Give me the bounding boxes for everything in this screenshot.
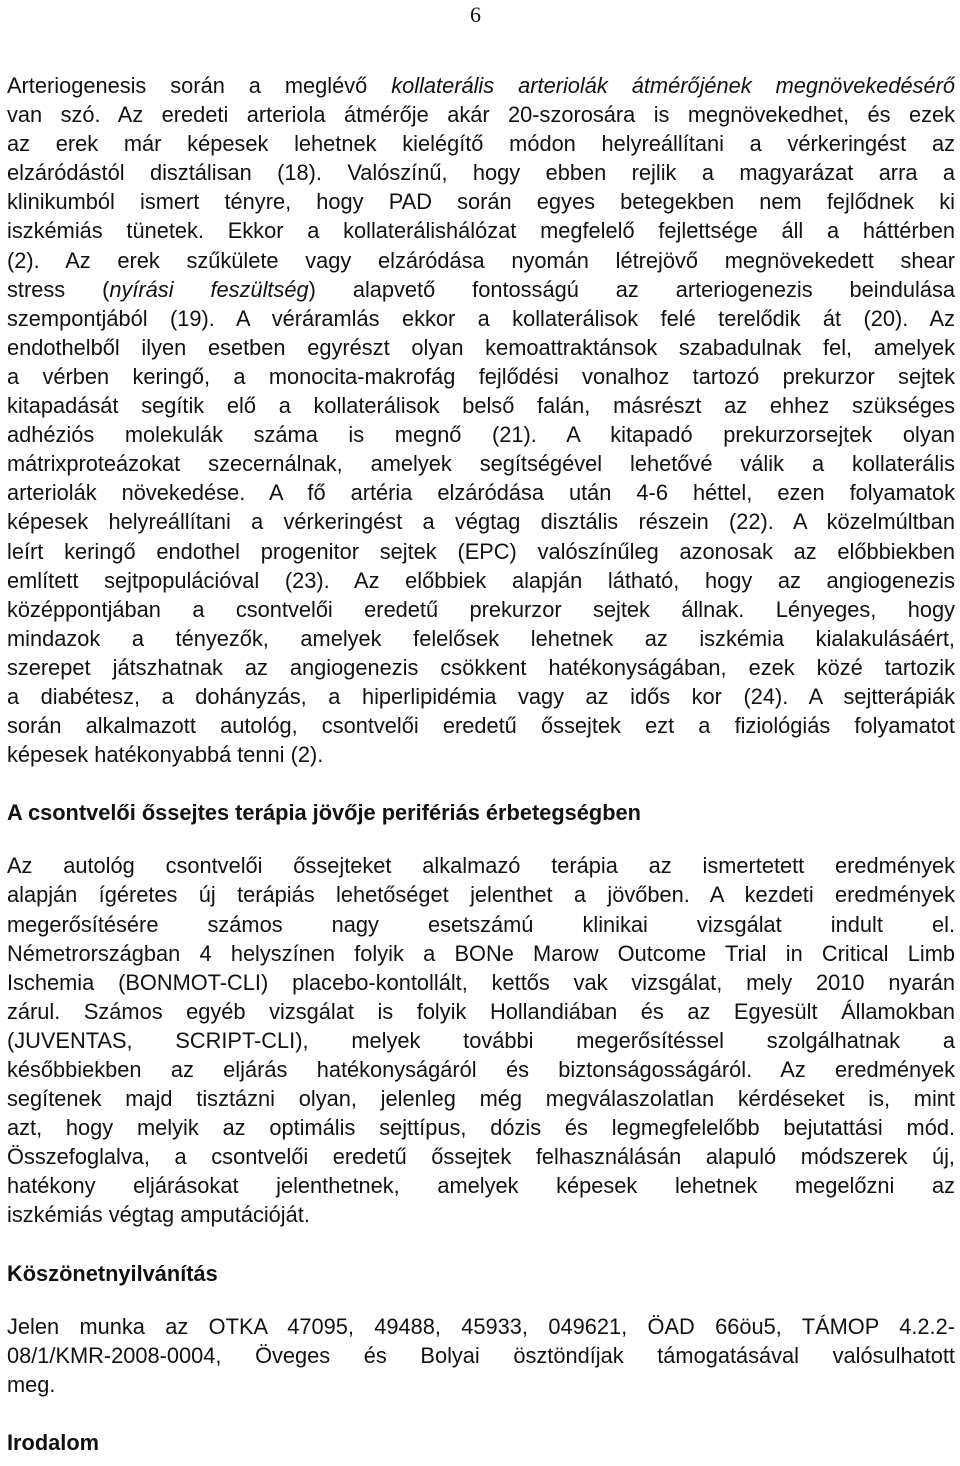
section-heading-acknowledgements: Köszönetnyilvánítás: [7, 1260, 218, 1286]
text-line: leírt keringő endothel progenitor sejtek (EPC) valószínűleg azonosak az előbbiekben: [7, 538, 955, 564]
spacer: [7, 1288, 955, 1312]
text-line: a vérben keringő, a monocita-makrofág fejlődési vonalhoz tartozó prekurzor sejtek: [7, 363, 955, 389]
section-heading-references: Irodalom: [7, 1429, 100, 1455]
text-line: Ischemia (BONMOT-CLI) placebo-kontollált, kettős vak vizsgálat, mely 2010 nyarán: [7, 969, 955, 995]
text-line: képesek helyreállítani a vérkeringést a végtag disztális részein (22). A közelmúltban: [7, 509, 955, 535]
text-line: iszkémiás végtag amputációját.: [7, 1202, 310, 1228]
text-line: mindazok a tényezők, amelyek felelősek lehetnek az iszkémia kialakulásáért,: [7, 625, 955, 651]
text-line: a diabétesz, a dohányzás, a hiperlipidémia vagy az idős kor (24). A sejtterápiák: [7, 683, 955, 709]
text-line: szerepet játszhatnak az angiogenezis csökkent hatékonyságában, ezek közé tartozik: [7, 654, 955, 680]
text-line: 08/1/KMR-2008-0004, Öveges és Bolyai ösztöndíjak támogatásával valósulhatott: [7, 1342, 955, 1368]
spacer: [7, 769, 955, 798]
text-line: van szó. Az eredeti arteriola átmérője akár 20-szorosára is megnövekedhet, és ezek: [7, 102, 955, 128]
text-line: középpontjában a csontvelői eredetű prekurzor sejtek állnak. Lényeges, hogy: [7, 596, 955, 622]
text-line: segítenek majd tisztázni olyan, jelenleg még megválaszolatlan kérdéseket is, mint: [7, 1086, 955, 1112]
text-line: során alkalmazott autológ, csontvelői eredetű őssejtek ezt a fiziológiás folyamatot: [7, 713, 955, 739]
document-body: [7, 71, 955, 1457]
text-line: endothelből ilyen esetben egyrészt olyan kemoattraktánsok szabadulnak fel, amelyek: [7, 334, 955, 360]
text-line: adhéziós molekulák száma is megnő (21). A kitapadó prekurzorsejtek olyan: [7, 422, 955, 448]
text-line: (JUVENTAS, SCRIPT-CLI), melyek további megerősítéssel szolgálhatnak a: [7, 1027, 955, 1053]
text-line: alapján ígéretes új terápiás lehetőséget jelenthet a jövőben. A kezdeti eredmények: [7, 882, 955, 908]
paragraph-acknowledgements: [7, 1312, 955, 1399]
text-line: Arteriogenesis során a meglévő kollaterális arteriolák átmérőjének megnövekedésérő: [7, 73, 955, 98]
text-line: későbbiekben az eljárás hatékonyságáról és biztonságosságáról. Az eredmények: [7, 1057, 955, 1082]
text-line: említett sejtpopulációval (23). Az előbbiek alapján látható, hogy az angiogenezis: [7, 567, 955, 593]
text-line: iszkémiás tünetek. Ekkor a kollaterálishálózat megfelelő fejlettsége áll a háttérben: [7, 218, 955, 244]
text-line: szempontjából (19). A véráramlás ekkor a kollaterálisok felé terelődik át (20). Az: [7, 305, 955, 331]
text-line: meg.: [7, 1371, 56, 1397]
text-line: képesek hatékonyabbá tenni (2).: [7, 742, 324, 768]
spacer: [7, 1230, 955, 1259]
spacer: [7, 1399, 955, 1428]
section-heading-future-therapy: A csontvelői őssejtes terápia jövője perifériás érbetegségben: [7, 800, 641, 826]
text-line: stress (nyírási feszültség) alapvető fontosságú az arteriogenezis beindulása: [7, 276, 955, 302]
page-number: 6: [470, 2, 481, 27]
text-line: klinikumból ismert tényre, hogy PAD során egyes betegekben nem fejlődnek ki: [7, 189, 955, 215]
text-line: arteriolák növekedése. A fő artéria elzáródása után 4-6 héttel, ezen folyamatok: [7, 480, 955, 506]
text-line: Az autológ csontvelői őssejteket alkalmazó terápia az ismertetett eredmények: [7, 853, 955, 879]
paragraph-arteriogenesis: [7, 71, 955, 769]
text-line: elzáródástól disztálisan (18). Valószínű, hogy ebben rejlik a magyarázat arra a: [7, 160, 955, 186]
text-line: Jelen munka az OTKA 47095, 49488, 45933, 049621, ÖAD 66öu5, TÁMOP 4.2.2-: [7, 1313, 955, 1339]
text-line: zárul. Számos egyéb vizsgálat is folyik Hollandiában és az Egyesült Államokban: [7, 998, 955, 1024]
text-line: mátrixproteázokat szecernálnak, amelyek segítségével lehetővé válik a kollaterális: [7, 451, 955, 477]
text-line: (2). Az erek szűkülete vagy elzáródása nyomán létrejövő megnövekedett shear: [7, 247, 955, 273]
spacer: [7, 827, 955, 851]
text-line: kitapadását segítik elő a kollaterálisok belső falán, másrészt az ehhez szükséges: [7, 393, 955, 419]
text-line: Németrországban 4 helyszínen folyik a BONe Marow Outcome Trial in Critical Limb: [7, 940, 955, 966]
text-line: azt, hogy melyik az optimális sejttípus, dózis és legmegfelelőbb bejutattási mód.: [7, 1115, 955, 1141]
paragraph-future-therapy: [7, 851, 955, 1229]
text-line: Összefoglalva, a csontvelői eredetű őssejtek felhasználásán alapuló módszerek új,: [7, 1144, 955, 1170]
text-line: megerősítésére számos nagy esetszámú klinikai vizsgálat indult el.: [7, 911, 955, 937]
text-line: az erek már képesek lehetnek kielégítő módon helyreállítani a vérkeringést az: [7, 131, 955, 157]
text-line: hatékony eljárásokat jelenthetnek, amelyek képesek lehetnek megelőzni az: [7, 1173, 955, 1199]
